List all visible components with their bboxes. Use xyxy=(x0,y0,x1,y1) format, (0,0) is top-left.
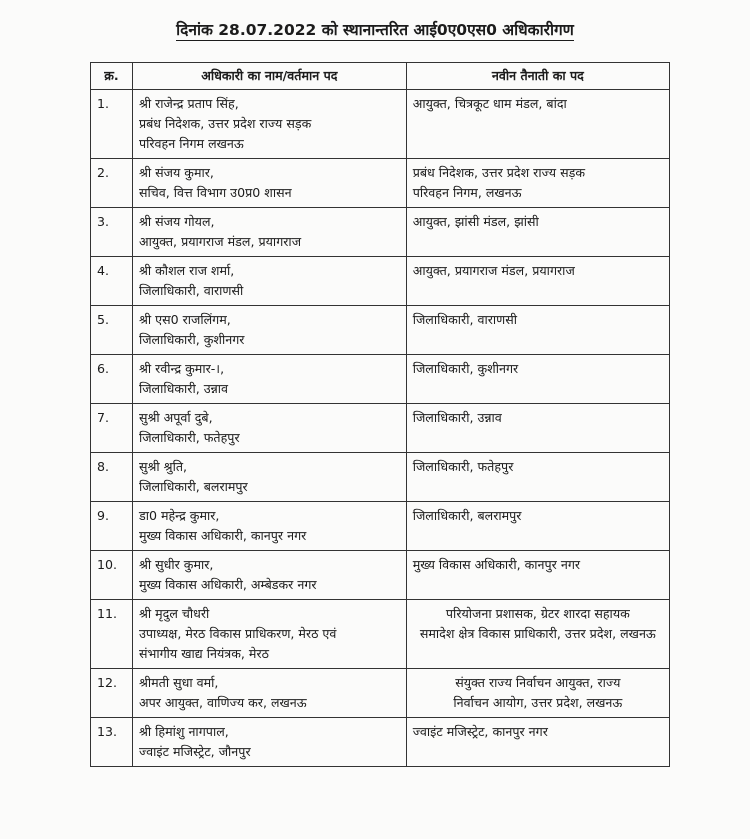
serial-number: 11. xyxy=(91,600,133,669)
serial-number: 8. xyxy=(91,453,133,502)
officer-name: श्री संजय गोयल, xyxy=(138,214,215,229)
serial-number: 6. xyxy=(91,355,133,404)
current-post-line: परिवहन निगम लखनऊ xyxy=(138,136,244,151)
header-serial: क्र. xyxy=(91,63,133,90)
new-post-cell xyxy=(406,600,669,669)
new-post-cell xyxy=(406,90,669,159)
serial-number: 2. xyxy=(91,159,133,208)
new-post-line: समादेश क्षेत्र विकास प्राधिकारी, उत्तर प्रदेश, लखनऊ xyxy=(419,626,656,641)
serial-number: 9. xyxy=(91,502,133,551)
current-post-line: जिलाधिकारी, बलरामपुर xyxy=(138,479,248,494)
table-header-row xyxy=(91,63,670,90)
table-row xyxy=(91,453,670,502)
officer-cell xyxy=(132,355,406,404)
header-officer: अधिकारी का नाम/वर्तमान पद xyxy=(132,63,406,90)
new-post-line: निर्वाचन आयोग, उत्तर प्रदेश, लखनऊ xyxy=(453,695,623,710)
current-post-line: सचिव, वित्त विभाग उ0प्र0 शासन xyxy=(138,185,292,200)
new-post-cell xyxy=(406,551,669,600)
officer-name: सुश्री अपूर्वा दुबे, xyxy=(138,410,213,425)
officer-cell xyxy=(132,669,406,718)
officer-name: श्री एस0 राजलिंगम, xyxy=(138,312,231,327)
table-row xyxy=(91,718,670,767)
officer-name: सुश्री श्रुति, xyxy=(138,459,188,474)
serial-number: 4. xyxy=(91,257,133,306)
table-row xyxy=(91,159,670,208)
serial-number: 13. xyxy=(91,718,133,767)
table-row xyxy=(91,600,670,669)
officer-cell xyxy=(132,551,406,600)
current-post-line: ज्वाइंट मजिस्ट्रेट, जौनपुर xyxy=(138,744,251,759)
new-post-line: आयुक्त, प्रयागराज मंडल, प्रयागराज xyxy=(412,263,575,278)
table-row xyxy=(91,502,670,551)
new-post-cell xyxy=(406,257,669,306)
serial-number: 5. xyxy=(91,306,133,355)
table-row xyxy=(91,257,670,306)
officer-name: श्री रवीन्द्र कुमार-।, xyxy=(138,361,225,376)
current-post-line: जिलाधिकारी, कुशीनगर xyxy=(138,332,245,347)
new-post-line: जिलाधिकारी, वाराणसी xyxy=(412,312,518,327)
current-post-line: मुख्य विकास अधिकारी, अम्बेडकर नगर xyxy=(138,577,317,592)
new-post-cell xyxy=(406,159,669,208)
officer-cell xyxy=(132,208,406,257)
new-post-cell xyxy=(406,404,669,453)
new-post-cell xyxy=(406,306,669,355)
new-post-cell xyxy=(406,502,669,551)
new-post-cell xyxy=(406,453,669,502)
new-post-line: प्रबंध निदेशक, उत्तर प्रदेश राज्य सड़क xyxy=(412,165,586,180)
officer-cell xyxy=(132,257,406,306)
page-title-text: दिनांक 28.07.2022 को स्थानान्तरित आई0ए0एस0 अधिकारीगण xyxy=(176,21,574,39)
officer-cell xyxy=(132,718,406,767)
serial-number: 3. xyxy=(91,208,133,257)
table-row xyxy=(91,669,670,718)
officer-name: श्री राजेन्द्र प्रताप सिंह, xyxy=(138,96,239,111)
table-row xyxy=(91,355,670,404)
officer-cell xyxy=(132,502,406,551)
new-post-cell xyxy=(406,669,669,718)
table-row xyxy=(91,306,670,355)
officer-cell xyxy=(132,90,406,159)
serial-number: 7. xyxy=(91,404,133,453)
officer-cell xyxy=(132,306,406,355)
new-post-line: आयुक्त, चित्रकूट धाम मंडल, बांदा xyxy=(412,96,567,111)
current-post-line: आयुक्त, प्रयागराज मंडल, प्रयागराज xyxy=(138,234,302,249)
officer-name: श्री कौशल राज शर्मा, xyxy=(138,263,235,278)
officer-name: श्री संजय कुमार, xyxy=(138,165,214,180)
serial-number: 10. xyxy=(91,551,133,600)
serial-number: 12. xyxy=(91,669,133,718)
header-new-post: नवीन तैनाती का पद xyxy=(406,63,669,90)
officer-cell xyxy=(132,453,406,502)
officer-name: श्री सुधीर कुमार, xyxy=(138,557,214,572)
current-post-line: उपाध्यक्ष, मेरठ विकास प्राधिकरण, मेरठ एवं xyxy=(138,626,337,641)
officer-name: डा0 महेन्द्र कुमार, xyxy=(138,508,220,523)
new-post-line: संयुक्त राज्य निर्वाचन आयुक्त, राज्य xyxy=(455,675,621,690)
page-title xyxy=(0,18,750,40)
new-post-line: जिलाधिकारी, बलरामपुर xyxy=(412,508,522,523)
table-row xyxy=(91,208,670,257)
new-post-line: परिवहन निगम, लखनऊ xyxy=(412,185,522,200)
new-post-line: आयुक्त, झांसी मंडल, झांसी xyxy=(412,214,539,229)
serial-number: 1. xyxy=(91,90,133,159)
current-post-line: जिलाधिकारी, उन्नाव xyxy=(138,381,229,396)
table-body xyxy=(91,90,670,767)
table-row xyxy=(91,90,670,159)
officer-cell xyxy=(132,600,406,669)
officer-name: श्री हिमांशु नागपाल, xyxy=(138,724,229,739)
new-post-line: जिलाधिकारी, उन्नाव xyxy=(412,410,502,425)
new-post-line: मुख्य विकास अधिकारी, कानपुर नगर xyxy=(412,557,581,572)
new-post-line: परियोजना प्रशासक, ग्रेटर शारदा सहायक xyxy=(445,606,630,621)
current-post-line: मुख्य विकास अधिकारी, कानपुर नगर xyxy=(138,528,307,543)
new-post-cell xyxy=(406,718,669,767)
current-post-line: अपर आयुक्त, वाणिज्य कर, लखनऊ xyxy=(138,695,307,710)
current-post-line: संभागीय खाद्य नियंत्रक, मेरठ xyxy=(138,646,269,661)
officer-cell xyxy=(132,159,406,208)
current-post-line: जिलाधिकारी, वाराणसी xyxy=(138,283,244,298)
officer-name: श्री मृदुल चौधरी xyxy=(138,606,210,621)
new-post-cell xyxy=(406,208,669,257)
transfer-table xyxy=(90,62,670,767)
officer-name: श्रीमती सुधा वर्मा, xyxy=(138,675,219,690)
new-post-line: जिलाधिकारी, कुशीनगर xyxy=(412,361,519,376)
officer-cell xyxy=(132,404,406,453)
new-post-line: ज्वाइंट मजिस्ट्रेट, कानपुर नगर xyxy=(412,724,548,739)
table-row xyxy=(91,404,670,453)
table-row xyxy=(91,551,670,600)
current-post-line: जिलाधिकारी, फतेहपुर xyxy=(138,430,240,445)
new-post-line: जिलाधिकारी, फतेहपुर xyxy=(412,459,514,474)
current-post-line: प्रबंध निदेशक, उत्तर प्रदेश राज्य सड़क xyxy=(138,116,312,131)
new-post-cell xyxy=(406,355,669,404)
